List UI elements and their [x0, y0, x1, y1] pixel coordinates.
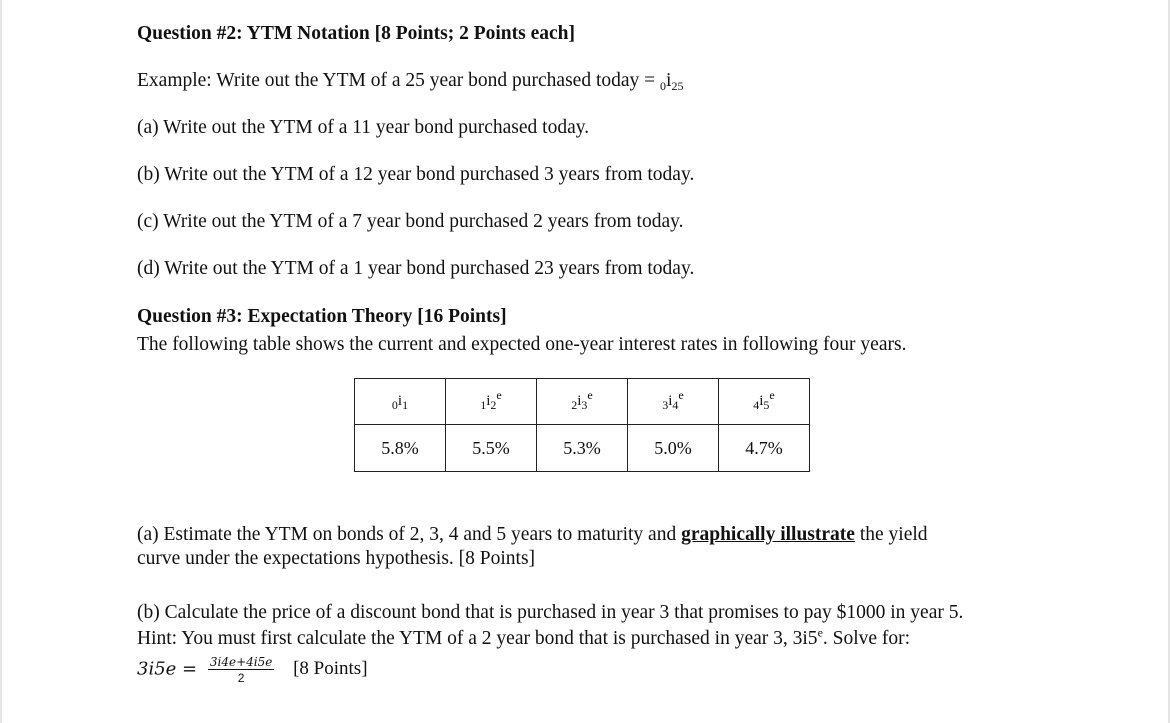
q2-item-b: (b) Write out the YTM of a 12 year bond purchased 3 years from today. [137, 164, 695, 185]
q2-item-a: (a) Write out the YTM of a 11 year bond purchased today. [137, 117, 590, 138]
q3-part-b-symbol: 3i5 [792, 628, 818, 649]
q3-part-a-emphasis: graphically illustrate [681, 524, 855, 545]
formula-points: [8 Points] [293, 658, 368, 680]
q3-heading: Question #3: Expectation Theory [16 Points] [137, 306, 507, 327]
formula-fraction [208, 655, 274, 685]
q3-part-a-line2: curve under the expectations hypothesis. [8 Points] [137, 548, 536, 569]
q3-part-a-text-end: the yield [854, 524, 928, 545]
rates-value-cell: 5.3% [537, 425, 628, 472]
left-edge-shadow [0, 0, 2, 723]
q2-example-symbol: i [666, 70, 672, 91]
formula-denominator: 2 [237, 671, 245, 685]
q3-part-b-hint: Hint: You must first calculate the YTM of a 2 year bond that is purchased in year 3, [137, 628, 793, 649]
q2-item-d: (d) Write out the YTM of a 1 year bond purchased 23 years from today. [137, 258, 695, 279]
rates-value-cell: 5.5% [446, 425, 537, 472]
rates-value-cell: 4.7% [719, 425, 810, 472]
rates-header-row [355, 379, 810, 425]
q2-example-sub: 25 [671, 79, 684, 93]
q3-part-a-text: (a) Estimate the YTM on bonds of 2, 3, 4 and 5 years to maturity and [137, 524, 682, 545]
q3-part-b-hint-end: . Solve for: [822, 628, 911, 649]
q2-example-pre: 0 [660, 79, 667, 93]
rates-value-cell: 5.0% [628, 425, 719, 472]
rates-table [354, 378, 810, 472]
rates-header-cell: $_0i_1$ [355, 379, 446, 425]
q2-example [137, 70, 683, 92]
rates-header-cell: $_1i_2^e$ [446, 379, 537, 425]
rates-header-cell: $_2i_3^e$ [537, 379, 628, 425]
formula-lhs: 3i5e = [137, 658, 198, 680]
rates-value-row [355, 425, 810, 472]
q3-part-b-line2: Hint: You must first calculate the YTM of a 2 year bond that is purchased in year 3, 3i5e. Solve for: [137, 625, 911, 649]
rates-header-cell: $_4i_5^e$ [719, 379, 810, 425]
q3-intro: The following table shows the current and expected one-year interest rates in following four years. [137, 334, 907, 355]
yield-formula [137, 655, 368, 685]
formula-numerator: 3i4e+4i5e [209, 655, 273, 669]
q2-item-c: (c) Write out the YTM of a 7 year bond purchased 2 years from today. [137, 211, 684, 232]
rates-header-cell: $_3i_4^e$ [628, 379, 719, 425]
rates-value-cell: 5.8% [355, 425, 446, 472]
q2-heading: Question #2: YTM Notation [8 Points; 2 Points each] [137, 23, 576, 44]
q2-example-text: Example: Write out the YTM of a 25 year bond purchased today = [137, 70, 661, 91]
q3-part-a-line1 [137, 524, 928, 546]
q3-part-b-line1: (b) Calculate the price of a discount bond that is purchased in year 3 that promises to pay $1000 in year 5. [137, 602, 964, 623]
